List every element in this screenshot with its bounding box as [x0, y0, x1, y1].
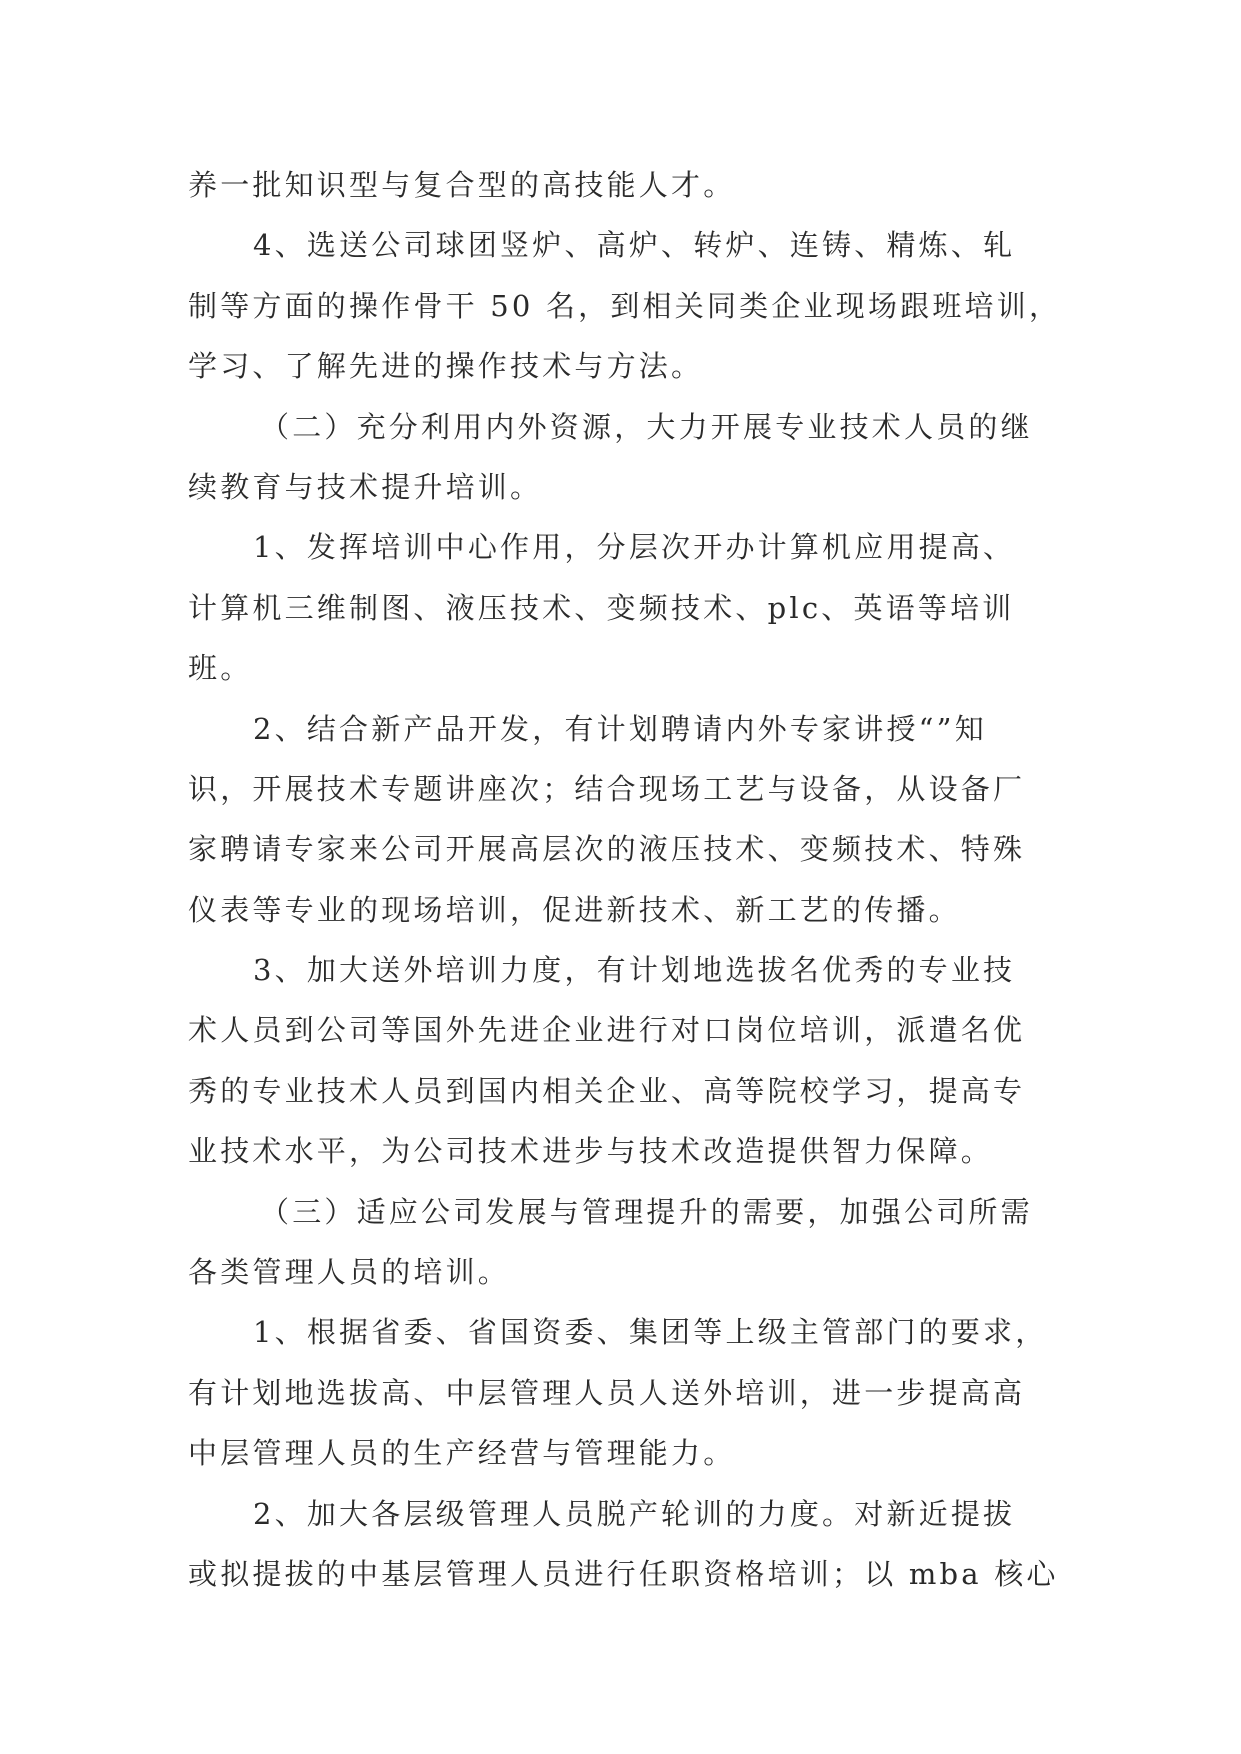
line-text: 3、加大送外培训力度，有计划地选拔名优秀的专业技 — [253, 953, 1016, 988]
text-line — [0, 819, 1241, 879]
line-text: 续教育与技术提升培训。 — [188, 469, 543, 504]
text-line — [0, 336, 1241, 396]
line-text: 学习、了解先进的操作技术与方法。 — [188, 349, 704, 384]
text-line — [0, 517, 1241, 577]
text-line — [0, 1242, 1241, 1302]
text-line — [0, 457, 1241, 517]
text-line — [0, 1182, 1241, 1242]
line-text: 术人员到公司等国外先进企业进行对口岗位培训，派遣名优 — [188, 1013, 1026, 1048]
text-line — [0, 1544, 1241, 1604]
text-line — [0, 1061, 1241, 1121]
text-line — [0, 155, 1241, 215]
text-line — [0, 1484, 1241, 1544]
line-text: 业技术水平，为公司技术进步与技术改造提供智力保障。 — [188, 1134, 994, 1169]
line-text: 识，开展技术专题讲座次；结合现场工艺与设备，从设备厂 — [188, 771, 1026, 806]
line-text: 仪表等专业的现场培训，促进新技术、新工艺的传播。 — [188, 892, 961, 927]
text-line — [0, 1363, 1241, 1423]
line-text: 4、选送公司球团竖炉、高炉、转炉、连铸、精炼、轧 — [253, 228, 1016, 263]
text-line — [0, 759, 1241, 819]
line-text: 计算机三维制图、液压技术、变频技术、plc、英语等培训 — [188, 590, 1015, 625]
text-line — [0, 699, 1241, 759]
line-text: 1、根据省委、省国资委、集团等上级主管部门的要求， — [253, 1315, 1048, 1350]
line-text: 制等方面的操作骨干 50 名，到相关同类企业现场跟班培训， — [188, 288, 1062, 323]
line-text: 家聘请专家来公司开展高层次的液压技术、变频技术、特殊 — [188, 832, 1026, 867]
section-heading: （二）充分利用内外资源，大力开展专业技术人员的继 — [260, 409, 1033, 444]
text-line — [0, 1423, 1241, 1483]
text-line — [0, 276, 1241, 336]
line-text: 中层管理人员的生产经营与管理能力。 — [188, 1436, 736, 1471]
text-line — [0, 578, 1241, 638]
text-line — [0, 880, 1241, 940]
line-text: 2、结合新产品开发，有计划聘请内外专家讲授“”知 — [253, 711, 987, 746]
line-text: 秀的专业技术人员到国内相关企业、高等院校学习，提高专 — [188, 1073, 1026, 1108]
text-line — [0, 638, 1241, 698]
line-text: 各类管理人员的培训。 — [188, 1255, 511, 1290]
line-text: 有计划地选拔高、中层管理人员人送外培训，进一步提高高 — [188, 1375, 1026, 1410]
text-line — [0, 397, 1241, 457]
text-line — [0, 215, 1241, 275]
text-line — [0, 1302, 1241, 1362]
line-text: 1、发挥培训中心作用，分层次开办计算机应用提高、 — [253, 530, 1016, 565]
text-line — [0, 1121, 1241, 1181]
line-text: 2、加大各层级管理人员脱产轮训的力度。对新近提拔 — [253, 1496, 1016, 1531]
line-text: 或拟提拔的中基层管理人员进行任职资格培训；以 mba 核心 — [188, 1556, 1059, 1591]
line-text: 班。 — [188, 651, 253, 686]
text-line — [0, 1000, 1241, 1060]
text-line — [0, 940, 1241, 1000]
document-body — [0, 155, 1241, 1604]
line-text: 养一批知识型与复合型的高技能人才。 — [188, 168, 736, 202]
section-heading: （三）适应公司发展与管理提升的需要，加强公司所需 — [260, 1194, 1033, 1229]
